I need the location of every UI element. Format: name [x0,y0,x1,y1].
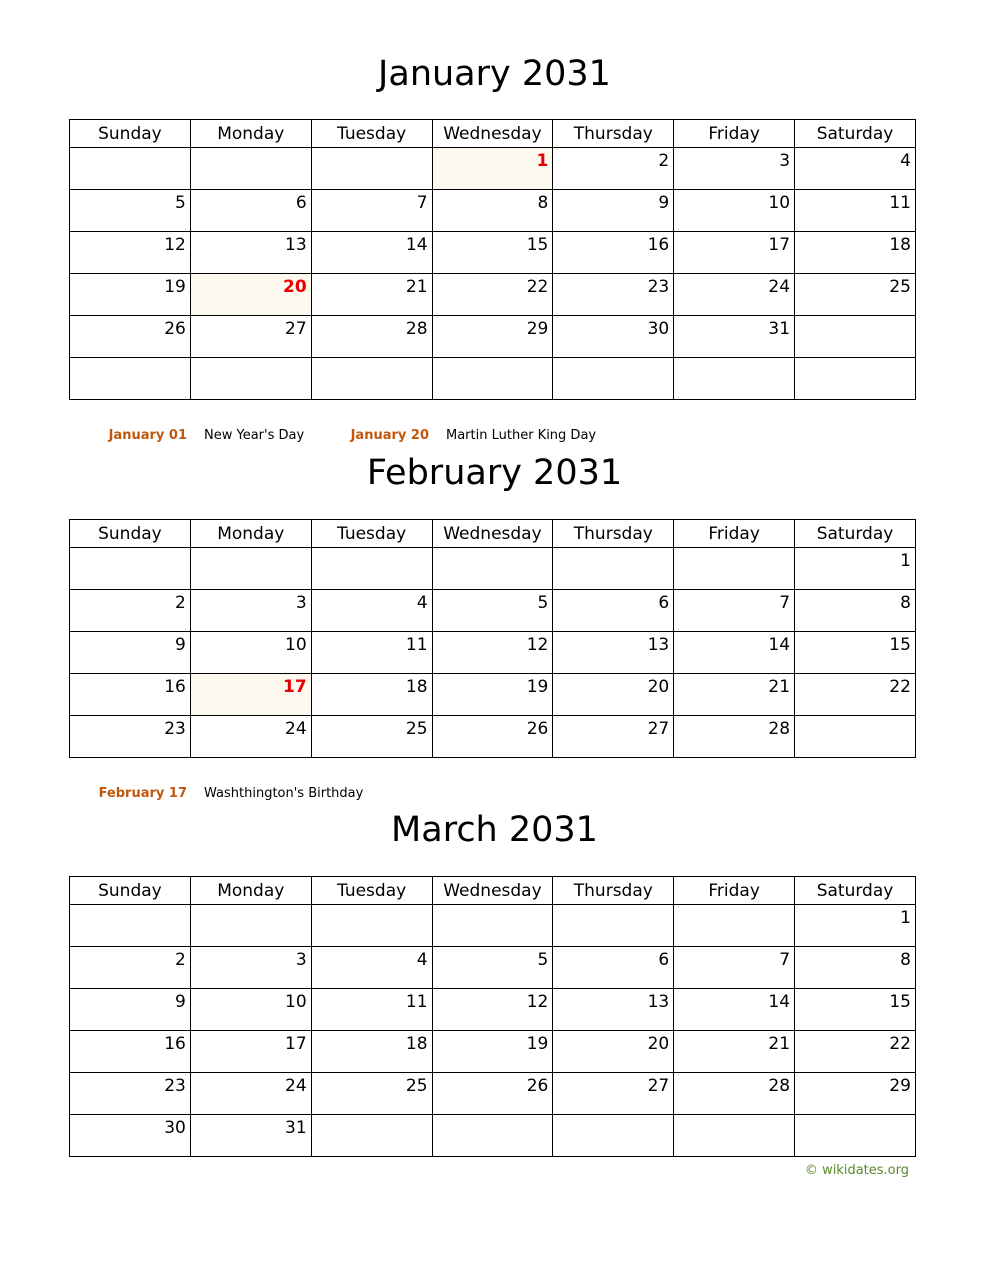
day-cell: 3 [674,148,795,190]
day-cell: 22 [795,674,916,716]
day-cell: 7 [674,947,795,989]
day-cell: 28 [674,1073,795,1115]
empty-day-cell [553,1115,674,1157]
empty-day-cell [432,358,553,400]
footer-site-link[interactable]: wikidates.org [822,1163,909,1178]
day-cell: 27 [553,1073,674,1115]
weekday-header: Sunday [70,520,191,548]
holiday-name: Washthington's Birthday [204,786,364,801]
week-row [70,190,916,232]
day-cell: 24 [674,274,795,316]
copyright-icon: © [804,1163,818,1178]
day-cell: 16 [70,674,191,716]
empty-day-cell [432,548,553,590]
footer-credit[interactable] [805,1163,909,1178]
day-cell: 19 [432,1031,553,1073]
empty-day-cell [311,1115,432,1157]
day-cell: 26 [70,316,191,358]
day-cell: 10 [674,190,795,232]
holiday-name: New Year's Day [204,428,305,443]
day-cell: 29 [795,1073,916,1115]
empty-day-cell [553,905,674,947]
day-cell: 25 [311,716,432,758]
day-cell: 24 [190,1073,311,1115]
day-cell: 22 [432,274,553,316]
day-cell: 14 [674,632,795,674]
day-cell: 11 [795,190,916,232]
holiday-date: January 01 [108,428,187,443]
day-cell: 12 [432,632,553,674]
day-cell: 16 [553,232,674,274]
day-cell: 1 [432,148,553,190]
week-row [70,148,916,190]
day-cell: 17 [674,232,795,274]
empty-day-cell [311,358,432,400]
calendar-grid-february [69,519,916,758]
week-row [70,1115,916,1157]
day-cell: 15 [795,632,916,674]
weekday-header: Wednesday [432,120,553,148]
day-cell: 14 [311,232,432,274]
day-cell: 19 [70,274,191,316]
day-cell: 13 [553,989,674,1031]
day-cell: 20 [553,1031,674,1073]
weekday-header: Saturday [795,520,916,548]
weekday-header: Tuesday [311,520,432,548]
day-cell: 29 [432,316,553,358]
empty-day-cell [70,358,191,400]
empty-day-cell [190,548,311,590]
day-cell: 12 [70,232,191,274]
empty-day-cell [795,716,916,758]
day-cell: 21 [311,274,432,316]
empty-day-cell [311,548,432,590]
day-cell: 4 [795,148,916,190]
weekday-header: Saturday [795,877,916,905]
day-cell: 28 [311,316,432,358]
week-row [70,716,916,758]
day-cell: 27 [190,316,311,358]
weekday-header: Friday [674,877,795,905]
day-cell: 25 [795,274,916,316]
day-cell: 23 [553,274,674,316]
day-cell: 5 [432,947,553,989]
day-cell: 11 [311,632,432,674]
day-cell: 9 [553,190,674,232]
holiday-date: February 17 [98,786,187,801]
day-cell: 14 [674,989,795,1031]
day-cell: 2 [70,590,191,632]
day-cell: 21 [674,1031,795,1073]
day-cell: 16 [70,1031,191,1073]
week-row [70,358,916,400]
day-cell: 30 [70,1115,191,1157]
month-title-march: March 2031 [391,810,598,850]
empty-day-cell [311,905,432,947]
day-cell: 4 [311,590,432,632]
weekday-header: Monday [190,520,311,548]
day-cell: 31 [190,1115,311,1157]
empty-day-cell [432,1115,553,1157]
day-cell: 17 [190,1031,311,1073]
weekday-header: Friday [674,520,795,548]
empty-day-cell [674,1115,795,1157]
day-cell: 6 [553,590,674,632]
weekday-header: Thursday [553,120,674,148]
day-cell: 7 [311,190,432,232]
empty-day-cell [553,358,674,400]
day-cell: 18 [795,232,916,274]
weekday-header: Sunday [70,120,191,148]
day-cell: 9 [70,632,191,674]
empty-day-cell [70,548,191,590]
weekday-header: Tuesday [311,877,432,905]
week-row [70,1073,916,1115]
week-row [70,316,916,358]
empty-day-cell [190,358,311,400]
day-cell: 18 [311,1031,432,1073]
day-cell: 19 [432,674,553,716]
weekday-header: Tuesday [311,120,432,148]
holiday-name: Martin Luther King Day [446,428,597,443]
day-cell: 20 [553,674,674,716]
day-cell: 30 [553,316,674,358]
day-cell: 21 [674,674,795,716]
day-cell: 1 [795,905,916,947]
day-cell: 6 [190,190,311,232]
day-cell: 13 [190,232,311,274]
day-cell: 11 [311,989,432,1031]
day-cell: 9 [70,989,191,1031]
day-cell: 3 [190,590,311,632]
day-cell: 10 [190,632,311,674]
weekday-header: Monday [190,120,311,148]
empty-day-cell [311,148,432,190]
calendar-grid-march [69,876,916,1157]
weekday-header: Monday [190,877,311,905]
day-cell: 23 [70,716,191,758]
empty-day-cell [674,358,795,400]
weekday-header: Wednesday [432,520,553,548]
day-cell: 27 [553,716,674,758]
day-cell: 24 [190,716,311,758]
day-cell: 20 [190,274,311,316]
week-row [70,989,916,1031]
week-row [70,632,916,674]
empty-day-cell [795,358,916,400]
day-cell: 8 [795,947,916,989]
week-row [70,274,916,316]
day-cell: 1 [795,548,916,590]
day-cell: 18 [311,674,432,716]
day-cell: 17 [190,674,311,716]
empty-day-cell [674,548,795,590]
weekday-header: Friday [674,120,795,148]
day-cell: 7 [674,590,795,632]
week-row [70,947,916,989]
week-row [70,905,916,947]
empty-day-cell [553,548,674,590]
day-cell: 8 [795,590,916,632]
weekday-header: Thursday [553,520,674,548]
empty-day-cell [674,905,795,947]
week-row [70,548,916,590]
calendar-grid-january [69,119,916,400]
day-cell: 4 [311,947,432,989]
day-cell: 6 [553,947,674,989]
day-cell: 13 [553,632,674,674]
day-cell: 23 [70,1073,191,1115]
day-cell: 5 [432,590,553,632]
holiday-date: January 20 [350,428,429,443]
day-cell: 28 [674,716,795,758]
empty-day-cell [795,316,916,358]
month-title-february: February 2031 [366,453,623,493]
week-row [70,674,916,716]
day-cell: 26 [432,1073,553,1115]
day-cell: 15 [795,989,916,1031]
day-cell: 15 [432,232,553,274]
empty-day-cell [432,905,553,947]
empty-day-cell [190,148,311,190]
day-cell: 12 [432,989,553,1031]
empty-day-cell [70,148,191,190]
empty-day-cell [70,905,191,947]
week-row [70,232,916,274]
weekday-header: Sunday [70,877,191,905]
day-cell: 2 [553,148,674,190]
empty-day-cell [795,1115,916,1157]
empty-day-cell [190,905,311,947]
day-cell: 26 [432,716,553,758]
day-cell: 31 [674,316,795,358]
day-cell: 3 [190,947,311,989]
week-row [70,590,916,632]
day-cell: 10 [190,989,311,1031]
day-cell: 2 [70,947,191,989]
month-title-january: January 2031 [378,54,611,94]
day-cell: 8 [432,190,553,232]
day-cell: 25 [311,1073,432,1115]
day-cell: 5 [70,190,191,232]
week-row [70,1031,916,1073]
day-cell: 22 [795,1031,916,1073]
weekday-header: Saturday [795,120,916,148]
weekday-header: Wednesday [432,877,553,905]
weekday-header: Thursday [553,877,674,905]
